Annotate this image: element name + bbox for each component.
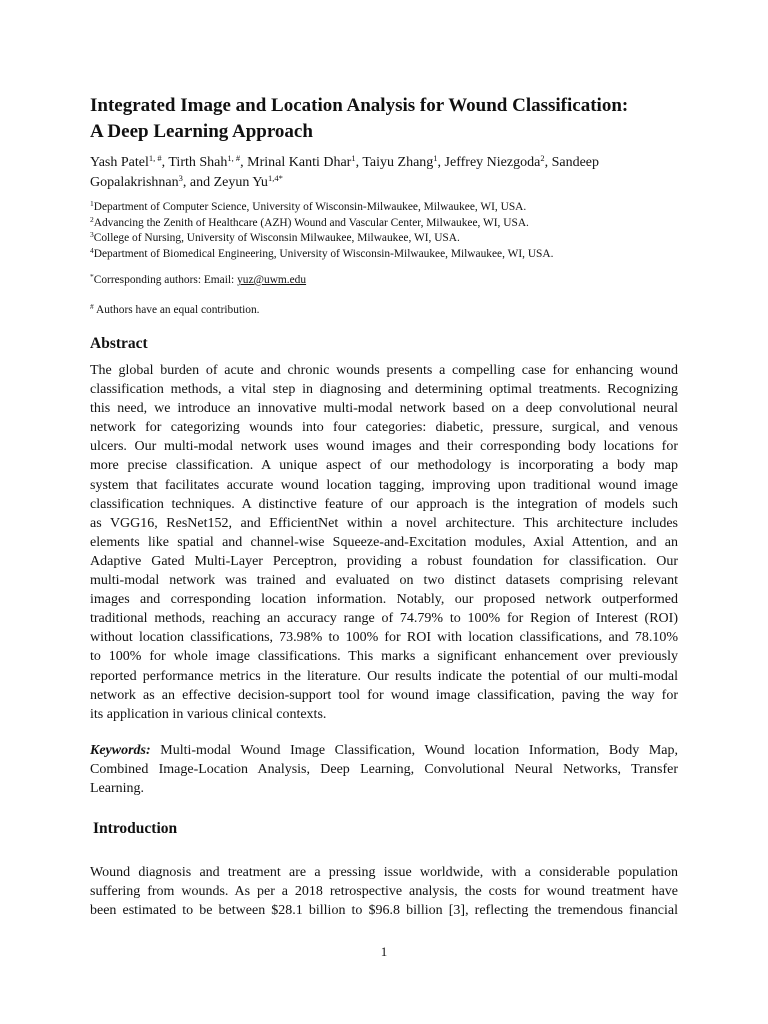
- corresponding-mark: *: [90, 272, 94, 281]
- author-separator: ,: [240, 155, 248, 170]
- author-separator: ,: [544, 155, 552, 170]
- abstract-line: system that facilitates accurate wound location tagging, improving upon traditional wound image: [90, 477, 678, 493]
- abstract-line: to 100% for whole image classifications. This marks a significant enhancement over previously: [90, 649, 678, 665]
- affiliation-mark: 4: [90, 245, 94, 255]
- affiliation-mark: 3: [90, 230, 94, 239]
- paper-title: [90, 93, 678, 145]
- title-line: A Deep Learning Approach: [90, 121, 313, 142]
- author-affiliation-mark: 1,4*: [267, 173, 283, 183]
- author-name: Mrinal Kanti Dhar: [247, 155, 352, 170]
- abstract-line: without location classifications, 73.98% to 100% for ROI with location classifications, and 78.10%: [90, 630, 678, 646]
- author-name: Jeffrey Niezgoda: [444, 155, 541, 170]
- affiliation-mark: 1: [90, 199, 94, 208]
- corresponding-author-note: [90, 273, 678, 288]
- author-name: Tirth Shah: [168, 155, 228, 170]
- abstract-line: network for categorizing wounds into four categories: diabetic, pressure, surgical, and venous: [90, 420, 678, 436]
- corresponding-email-link[interactable]: yuz@uwm.edu: [237, 274, 307, 286]
- page-number: 1: [380, 944, 388, 959]
- abstract-line: its application in various clinical contexts.: [90, 706, 327, 722]
- author-affiliation-mark: 2: [540, 153, 545, 163]
- affiliation-list: [90, 200, 678, 262]
- abstract-line: traditional methods, reaching an accuracy range of 74.79% to 100% for Region of Interest (ROI): [90, 611, 678, 627]
- introduction-heading: Introduction: [93, 820, 178, 837]
- keywords-text: Multi-modal Wound Image Classification, Wound location Information, Body Map,: [150, 743, 678, 758]
- abstract-line: reported performance metrics in the literature. Our results indicate the potential of our multi-modal: [90, 668, 678, 684]
- author-name: Zeyun Yu: [213, 175, 268, 190]
- author-affiliation-mark: 1, #: [227, 153, 241, 163]
- author-name: Yash Patel: [90, 155, 149, 170]
- introduction-line: Wound diagnosis and treatment are a pressing issue worldwide, with a considerable population: [90, 865, 678, 880]
- affiliation-item: [90, 231, 678, 247]
- abstract-line: elements like spatial and channel-wise Squeeze-and-Excitation modules, Axial Attention, and an: [90, 534, 678, 550]
- abstract-line: network as an effective decision-support tool for wound image classification, paving the way for: [90, 687, 678, 703]
- abstract-line: multi-modal network was trained and evaluated on two distinct datasets comprising relevant: [90, 573, 678, 589]
- affiliation-item: [90, 247, 678, 263]
- author-separator: ,: [437, 155, 445, 170]
- abstract-line: as VGG16, ResNet152, and EfficientNet within a novel architecture. This architecture includes: [90, 515, 678, 531]
- author-separator: , and: [182, 175, 214, 190]
- affiliation-text: Department of Computer Science, University of Wisconsin-Milwaukee, Milwaukee, WI, USA.: [93, 201, 527, 213]
- abstract-line: this need, we introduce an innovative multi-modal network based on a deep convolutional neural: [90, 401, 678, 417]
- author-affiliation-mark: 1, #: [148, 153, 162, 163]
- abstract-line: ulcers. Our multi-modal network uses wound images and their corresponding body locations for: [90, 439, 678, 455]
- affiliation-text: Advancing the Zenith of Healthcare (AZH) Wound and Vascular Center, Milwaukee, WI, USA.: [93, 216, 529, 229]
- keywords-label: Keywords:: [90, 743, 151, 758]
- equal-contribution-text: Authors have an equal contribution.: [93, 304, 260, 316]
- author-affiliation-mark: 1: [351, 153, 356, 163]
- author-affiliation-mark: 3: [178, 173, 183, 183]
- affiliation-item: [90, 200, 678, 216]
- affiliation-item: [90, 216, 678, 232]
- abstract-line: classification techniques. A distinctive feature of our approach is the integration of models such: [90, 496, 678, 512]
- title-line: Integrated Image and Location Analysis for Wound Classification:: [90, 95, 629, 116]
- keywords-line: Combined Image-Location Analysis, Deep Learning, Convolutional Neural Networks, Transfer: [90, 762, 678, 778]
- abstract-line: more precise classification. A unique aspect of our methodology is incorporating a body map: [90, 458, 678, 474]
- author-separator: ,: [355, 155, 363, 170]
- affiliation-text: Department of Biomedical Engineering, University of Wisconsin-Milwaukee, Milwaukee, WI, USA.: [93, 247, 554, 260]
- equal-contribution-note: [90, 303, 678, 318]
- author-separator: ,: [161, 155, 169, 170]
- introduction-line: suffering from wounds. As per a 2018 retrospective analysis, the costs for wound treatment have: [90, 884, 678, 900]
- keywords-line: Learning.: [90, 781, 145, 797]
- abstract-line: The global burden of acute and chronic wounds presents a compelling case for enhancing wound: [90, 363, 678, 378]
- abstract-line: Adaptive Gated Multi-Layer Perceptron, providing a robust foundation for classification. Our: [90, 553, 678, 569]
- affiliation-mark: 2: [90, 214, 94, 224]
- equal-contribution-mark: #: [90, 302, 94, 311]
- keywords-paragraph: [90, 741, 678, 798]
- author-list: [90, 153, 678, 193]
- keywords-line: [90, 741, 678, 760]
- abstract-line: classification methods, a vital step in diagnosing and determining optimal treatments. Recognizing: [90, 382, 678, 398]
- introduction-line: been estimated to be between $28.1 billion to $96.8 billion [3], reflecting the tremendous financial: [90, 903, 678, 919]
- corresponding-label: Corresponding authors: Email:: [93, 274, 238, 286]
- introduction-body: [90, 863, 678, 920]
- abstract-heading: Abstract: [90, 335, 148, 352]
- author-name: Sandeep Gopalakrishnan: [90, 155, 599, 190]
- abstract-line: images and corresponding location information. Notably, our proposed network outperformed: [90, 592, 678, 608]
- author-name: Taiyu Zhang: [362, 155, 434, 170]
- author-affiliation-mark: 1: [433, 153, 438, 163]
- affiliation-text: College of Nursing, University of Wisconsin Milwaukee, Milwaukee, WI, USA.: [93, 232, 460, 244]
- abstract-body: [90, 361, 678, 724]
